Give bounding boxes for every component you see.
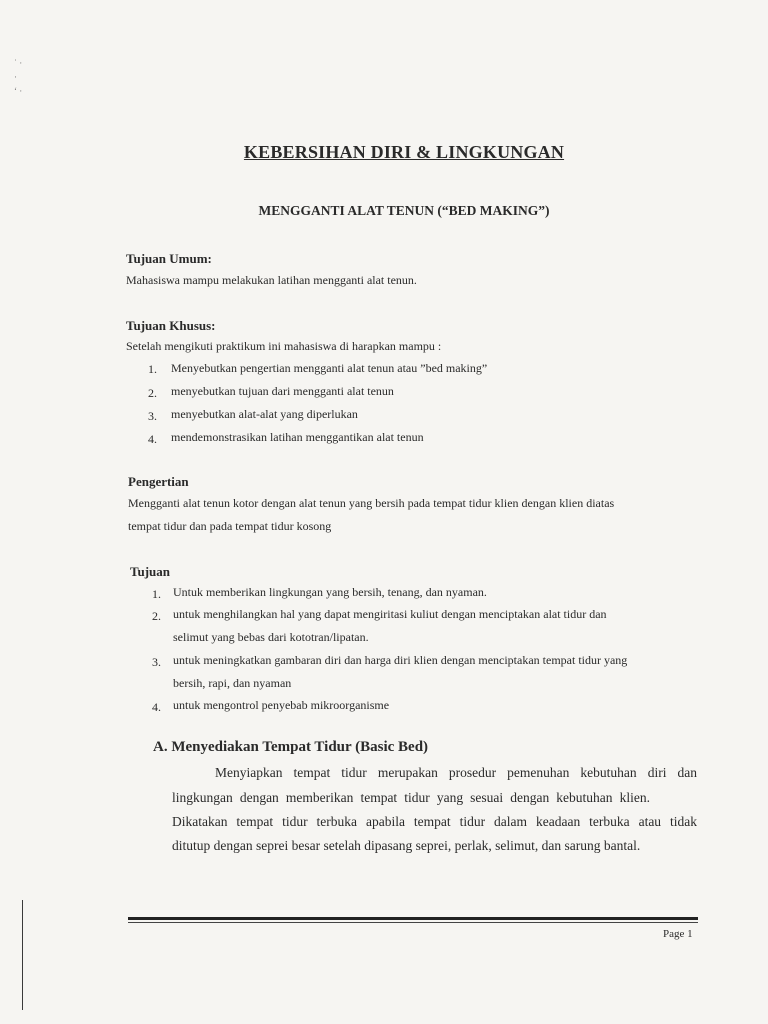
list-number: 1. [148, 362, 157, 376]
tujuan-heading: Tujuan [130, 564, 170, 579]
footer-rule-thin [128, 922, 698, 923]
list-number: 4. [152, 700, 161, 714]
scan-specks: ˙ · · ‘ · [14, 58, 23, 96]
pengertian-line-1: Mengganti alat tenun kotor dengan alat tenun yang bersih pada tempat tidur klien dengan klien diatas [128, 496, 615, 510]
scan-edge-line [22, 900, 23, 1010]
pengertian-line-2: tempat tidur dan pada tempat tidur kosong [128, 519, 332, 533]
list-number: 3. [152, 655, 161, 669]
list-item: Menyebutkan pengertian mengganti alat tenun atau ”bed making” [171, 361, 488, 375]
tujuan-khusus-heading: Tujuan Khusus: [126, 318, 216, 333]
list-item-continuation: selimut yang bebas dari kototran/lipatan. [173, 630, 369, 644]
list-number: 4. [148, 432, 157, 446]
list-number: 2. [148, 386, 157, 400]
list-item: untuk mengontrol penyebab mikroorganisme [173, 698, 390, 712]
section-a-line-4: ditutup dengan seprei besar setelah dipasang seprei, perlak, selimut, dan sarung bantal. [172, 838, 641, 853]
section-a-line-3: Dikatakan tempat tidur terbuka apabila tempat tidur dalam keadaan terbuka atau tidak [172, 814, 697, 829]
list-item: menyebutkan alat-alat yang diperlukan [171, 407, 358, 421]
tujuan-khusus-intro: Setelah mengikuti praktikum ini mahasiswa di harapkan mampu : [126, 339, 442, 353]
list-item: Untuk memberikan lingkungan yang bersih, tenang, dan nyaman. [173, 585, 487, 599]
list-item: untuk meningkatkan gambaran diri dan harga diri klien dengan menciptakan tempat tidur yang [173, 653, 628, 667]
document-subtitle: MENGGANTI ALAT TENUN (“BED MAKING”) [258, 203, 550, 218]
tujuan-umum-heading: Tujuan Umum: [126, 251, 212, 266]
list-number: 2. [152, 609, 161, 623]
section-a-line-2: lingkungan dengan memberikan tempat tidur yang sesuai dengan kebutuhan klien. [172, 790, 650, 805]
page-number: Page 1 [663, 928, 693, 940]
footer-rule [128, 917, 698, 920]
section-a-line-1: Menyiapkan tempat tidur merupakan prosedur pemenuhan kebutuhan diri dan [215, 765, 697, 780]
list-item: untuk menghilangkan hal yang dapat mengiritasi kuliut dengan menciptakan alat tidur dan [173, 607, 607, 621]
section-a-heading: A. Menyediakan Tempat Tidur (Basic Bed) [153, 739, 429, 755]
list-number: 1. [152, 587, 161, 601]
list-item-continuation: bersih, rapi, dan nyaman [173, 676, 292, 690]
list-item: menyebutkan tujuan dari mengganti alat tenun [171, 384, 394, 398]
document-title: KEBERSIHAN DIRI & LINGKUNGAN [243, 142, 565, 162]
list-item: mendemonstrasikan latihan menggantikan alat tenun [171, 430, 424, 444]
tujuan-umum-text: Mahasiswa mampu melakukan latihan mengganti alat tenun. [126, 273, 417, 287]
pengertian-heading: Pengertian [128, 474, 189, 489]
list-number: 3. [148, 409, 157, 423]
